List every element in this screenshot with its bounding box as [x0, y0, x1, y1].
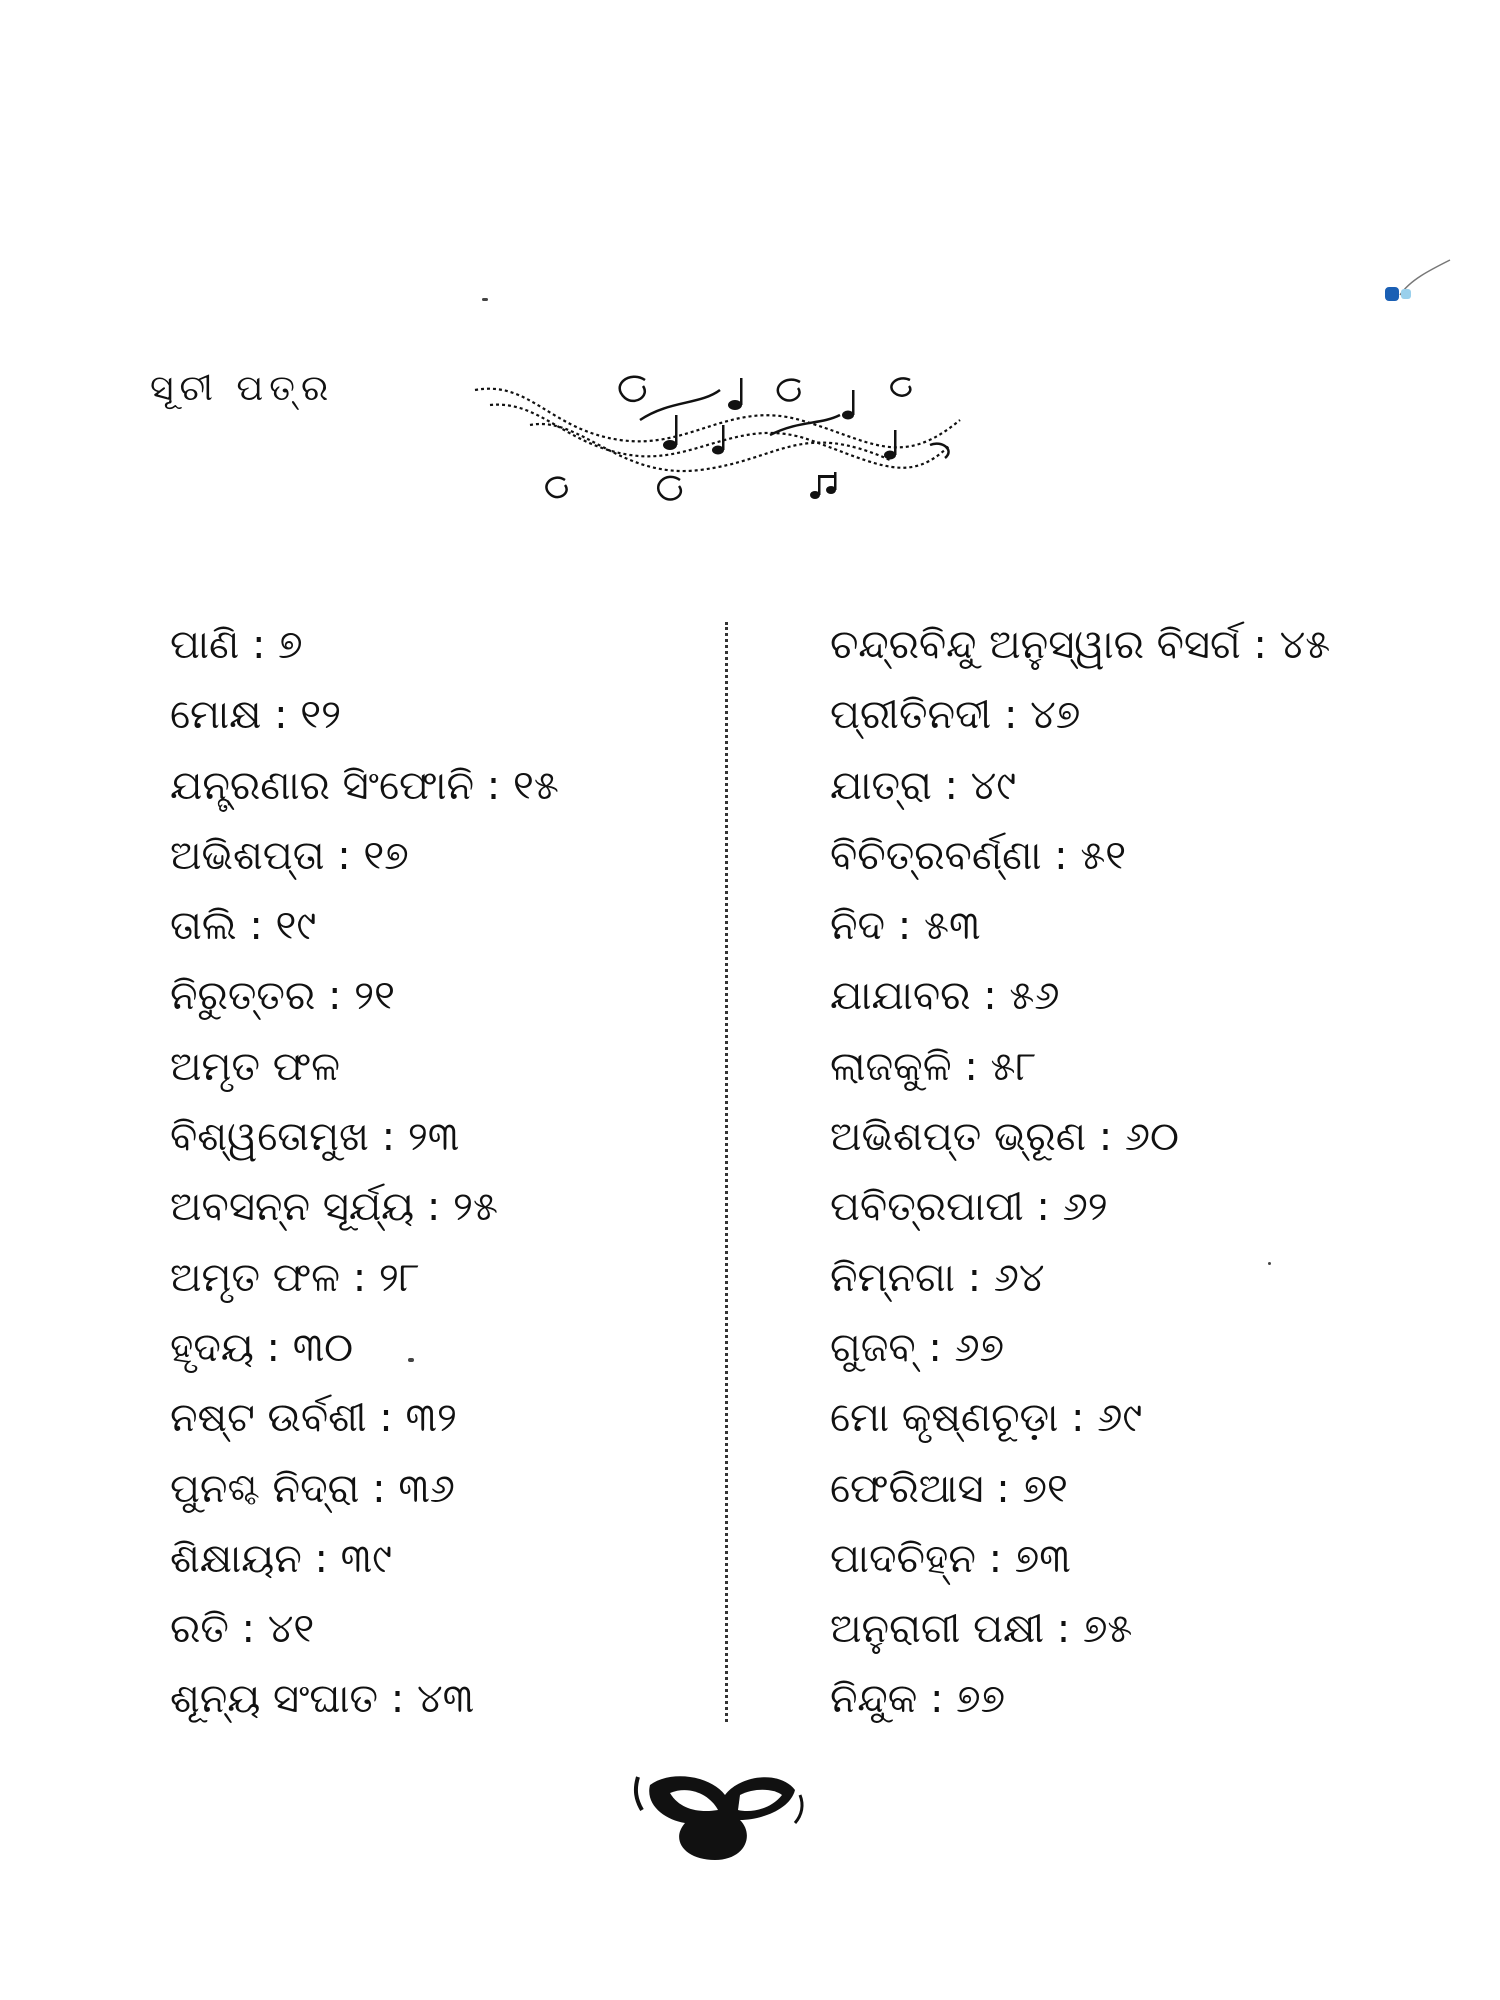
toc-entry: ଶିକ୍ଷାୟନ : ୩୯	[170, 1535, 392, 1582]
toc-entry: ପୁନଶ୍ଚ ନିଦ୍ରା : ୩୬	[170, 1465, 455, 1512]
toc-entry: ରତି : ୪୧	[170, 1606, 315, 1653]
toc-entry: ପାଣି : ୭	[170, 622, 303, 668]
toc-entry: ଯାଯାବର : ୫୬	[830, 973, 1060, 1020]
toc-entry: ବିଚିତ୍ରବର୍ଣ୍ଣା : ୫୧	[830, 832, 1127, 879]
butterfly-icon	[630, 1765, 805, 1865]
toc-entry: ଯନ୍ତ୍ରଣାର ସିଂଫୋନି : ୧୫	[170, 762, 559, 809]
toc-entry: ନିରୁତ୍ତର : ୨୧	[170, 973, 395, 1020]
ink-speck	[482, 298, 488, 301]
toc-entry: ନିମ୍ନଗା : ୬୪	[830, 1254, 1045, 1301]
toc-entry: ଯାତ୍ରା : ୪୯	[830, 762, 1017, 809]
page-title: ସୂଚୀ ପତ୍ର	[150, 368, 335, 409]
toc-entry: ପାଦଚିହ୍ନ : ୭୩	[830, 1535, 1071, 1582]
toc-entry: ଅନୁରାଗୀ ପକ୍ଷୀ : ୭୫	[830, 1606, 1133, 1653]
pen-mark-icon	[1375, 255, 1455, 315]
toc-entry: ଚନ୍ଦ୍ରବିନ୍ଦୁ ଅନୁସ୍ୱାର ବିସର୍ଗ : ୪୫	[830, 622, 1331, 668]
toc-entry: ଅବସନ୍ନ ସୂର୍ଯ୍ୟ : ୨୫	[170, 1184, 498, 1231]
toc-entry: ଲାଜକୁଳି : ୫୮	[830, 1043, 1037, 1090]
toc-entry: ନିନ୍ଦୁକ : ୭୭	[830, 1676, 1006, 1723]
toc-entry: ନଷ୍ଟ ଉର୍ବଶୀ : ୩୨	[170, 1395, 457, 1442]
toc-entry: ଅମୃତ ଫଳ : ୨୮	[170, 1254, 420, 1301]
toc-entry: ଗୁଜବ୍ : ୬୭	[830, 1324, 1005, 1371]
column-divider	[725, 622, 728, 1722]
toc-entry: ହୃଦୟ : ୩୦	[170, 1324, 354, 1371]
ink-speck	[408, 1358, 414, 1362]
contents-list-right	[830, 610, 1330, 1735]
toc-entry: ମୋ କୃଷ୍ଣଚୂଡ଼ା : ୬୯	[830, 1395, 1143, 1442]
toc-entry: ପବିତ୍ରପାପୀ : ୬୨	[830, 1184, 1108, 1231]
toc-entry: ମୋକ୍ଷ : ୧୨	[170, 692, 342, 739]
toc-entry: ନିଦ : ୫୩	[830, 903, 981, 950]
toc-entry: ବିଶ୍ୱତୋମୁଖ : ୨୩	[170, 1114, 460, 1161]
toc-entry: ଅମୃତ ଫଳ	[170, 1043, 340, 1090]
toc-entry: ଅଭିଶପ୍ତା : ୧୭	[170, 832, 409, 879]
toc-entry: ତାଲି : ୧୯	[170, 903, 317, 950]
ink-speck	[1268, 1262, 1271, 1265]
toc-entry: ଅଭିଶପ୍ତ ଭ୍ରୂଣ : ୬୦	[830, 1114, 1179, 1161]
toc-entry: ଶୂନ୍ୟ ସଂଘାତ : ୪୩	[170, 1676, 475, 1723]
music-notes-flourish-icon	[470, 360, 970, 520]
toc-entry: ଫେରିଆସ : ୭୧	[830, 1465, 1068, 1512]
toc-entry: ପ୍ରୀତିନଦୀ : ୪୭	[830, 692, 1081, 739]
contents-list-left	[170, 610, 559, 1735]
